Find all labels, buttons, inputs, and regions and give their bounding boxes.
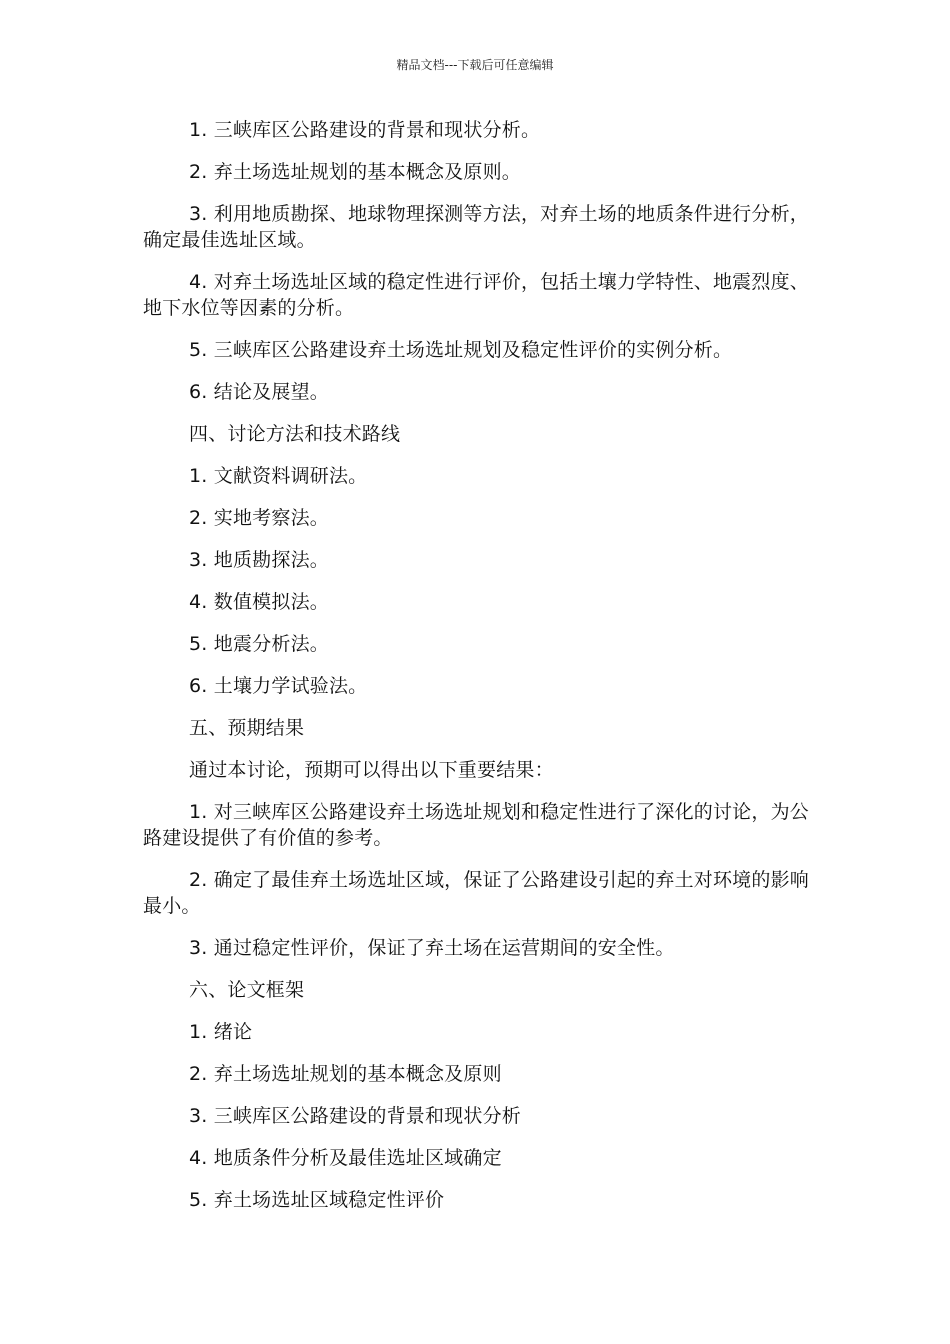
paragraph: 2. 弃土场选址规划的基本概念及原则 [189, 1063, 502, 1085]
section-heading: 五、预期结果 [189, 717, 305, 739]
paragraph: 2. 确定了最佳弃土场选址区域，保证了公路建设引起的弃土对环境的影响最小。 [143, 869, 809, 917]
page-header: 精品文档---下载后可任意编辑 [396, 58, 554, 72]
paragraph: 2. 弃土场选址规划的基本概念及原则。 [189, 161, 521, 183]
paragraph: 4. 地质条件分析及最佳选址区域确定 [189, 1147, 502, 1169]
paragraph: 5. 弃土场选址区域稳定性评价 [189, 1189, 445, 1211]
paragraph: 3. 三峡库区公路建设的背景和现状分析 [189, 1105, 521, 1127]
section-heading: 六、论文框架 [189, 979, 305, 1001]
paragraph: 1. 对三峡库区公路建设弃土场选址规划和稳定性进行了深化的讨论，为公路建设提供了有价值的参考。 [143, 801, 809, 849]
paragraph: 1. 文献资料调研法。 [189, 465, 368, 487]
paragraph: 6. 结论及展望。 [189, 381, 329, 403]
paragraph: 3. 地质勘探法。 [189, 549, 329, 571]
paragraph: 通过本讨论，预期可以得出以下重要结果： [189, 759, 554, 781]
paragraph: 4. 数值模拟法。 [189, 591, 329, 613]
paragraph: 5. 地震分析法。 [189, 633, 329, 655]
paragraph: 2. 实地考察法。 [189, 507, 329, 529]
paragraph: 1. 三峡库区公路建设的背景和现状分析。 [189, 119, 541, 141]
paragraph: 1. 绪论 [189, 1021, 253, 1043]
paragraph: 3. 利用地质勘探、地球物理探测等方法，对弃土场的地质条件进行分析，确定最佳选址区域。 [143, 203, 809, 251]
section-heading: 四、讨论方法和技术路线 [189, 423, 401, 445]
paragraph: 4. 对弃土场选址区域的稳定性进行评价，包括土壤力学特性、地震烈度、地下水位等因素的分析。 [143, 271, 809, 319]
paragraph: 3. 通过稳定性评价，保证了弃土场在运营期间的安全性。 [189, 937, 675, 959]
paragraph: 5. 三峡库区公路建设弃土场选址规划及稳定性评价的实例分析。 [189, 339, 733, 361]
paragraph: 6. 土壤力学试验法。 [189, 675, 368, 697]
document-body [143, 117, 810, 1229]
